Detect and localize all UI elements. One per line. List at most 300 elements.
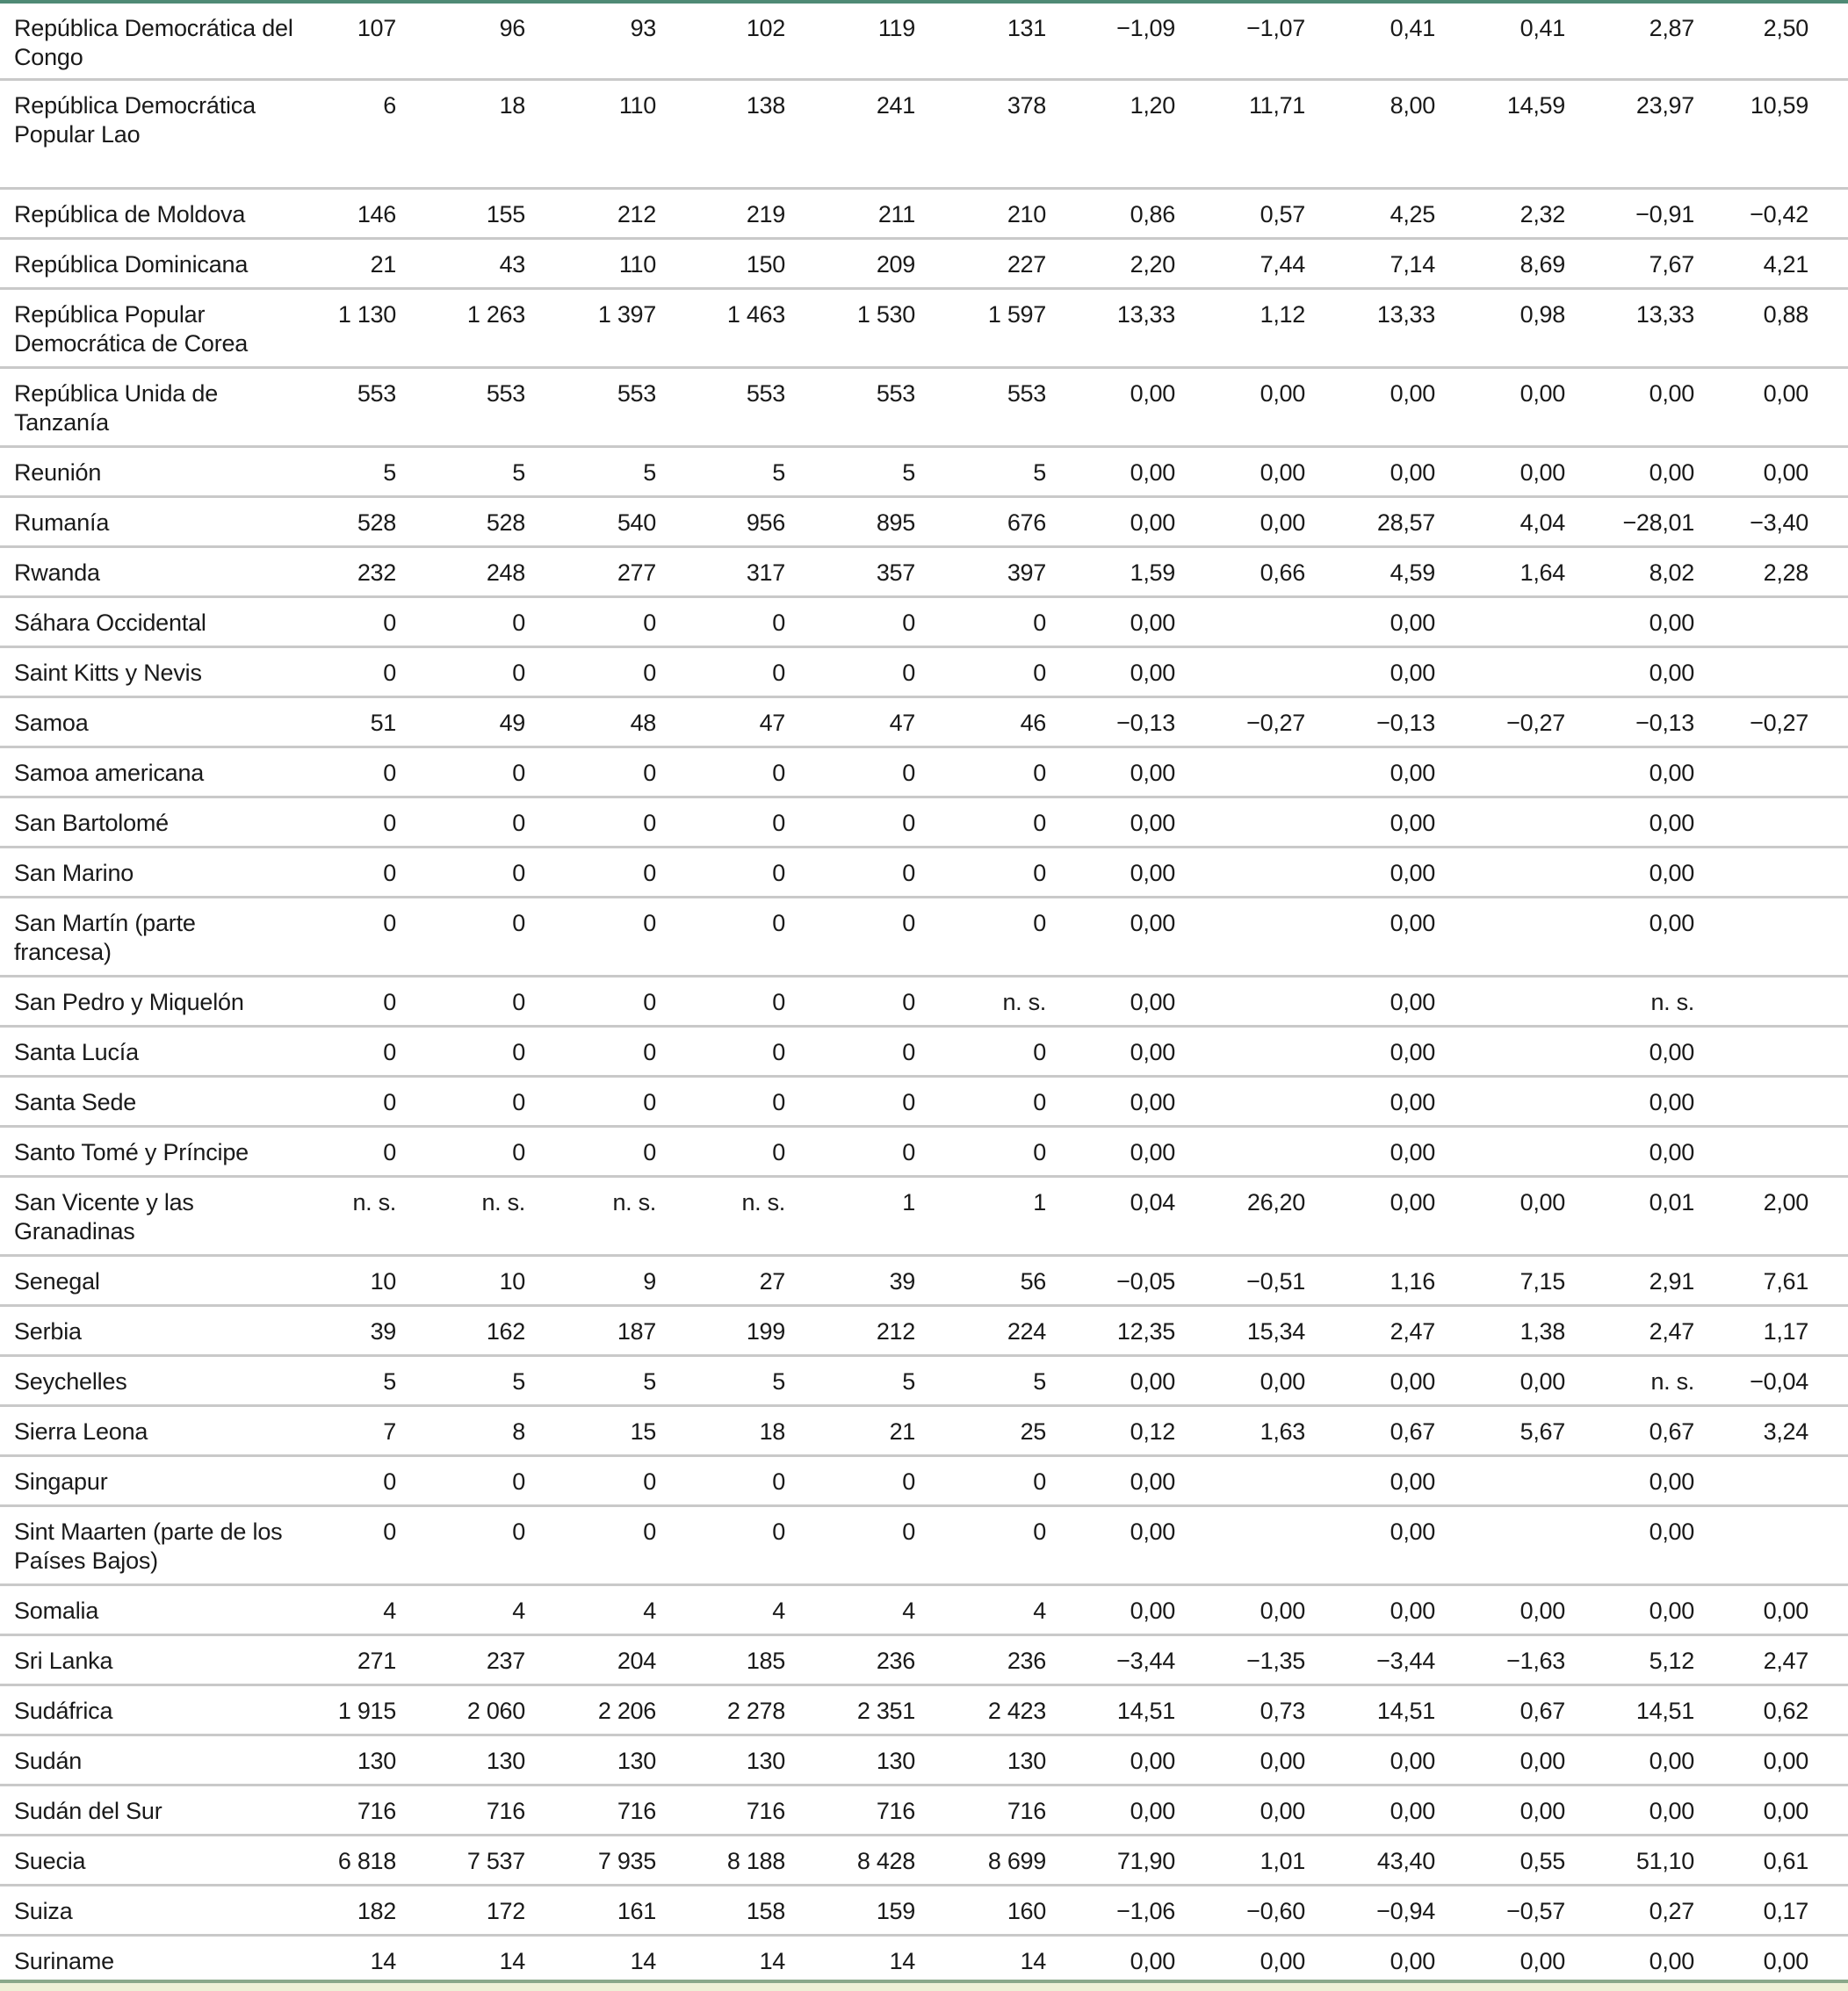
- value-cell: 0: [902, 760, 915, 786]
- country-name: República de Moldova: [14, 201, 246, 227]
- country-name: Samoa americana: [14, 760, 205, 786]
- value-cell: 0: [1033, 760, 1046, 786]
- value-cell: 0,00: [1763, 1948, 1808, 1974]
- value-cell: 0,00: [1130, 860, 1175, 886]
- value-cell: 0,00: [1520, 1948, 1565, 1974]
- value-cell: 0,12: [1130, 1418, 1175, 1445]
- value-cell: 4,59: [1390, 559, 1435, 586]
- value-cell: −1,63: [1506, 1648, 1565, 1674]
- value-cell: 553: [1007, 380, 1046, 407]
- value-cell: 0,00: [1649, 1798, 1694, 1824]
- value-cell: 2 351: [856, 1698, 915, 1724]
- value-cell: 43,40: [1376, 1848, 1435, 1874]
- value-cell: 0,00: [1260, 1368, 1305, 1395]
- value-cell: 0,57: [1260, 201, 1305, 227]
- value-cell: 119: [877, 15, 915, 41]
- table-row: [0, 1178, 1848, 1257]
- value-cell: 676: [1007, 509, 1046, 536]
- value-cell: 237: [486, 1648, 525, 1674]
- country-name: Sierra Leona: [14, 1418, 148, 1445]
- value-cell: 130: [1007, 1748, 1046, 1774]
- value-cell: 14: [889, 1948, 915, 1974]
- value-cell: 0,00: [1390, 1368, 1435, 1395]
- value-cell: 227: [1007, 251, 1046, 278]
- value-cell: 7 935: [597, 1848, 656, 1874]
- value-cell: 130: [617, 1748, 656, 1774]
- country-name: Seychelles: [14, 1368, 127, 1395]
- value-cell: 0: [512, 1039, 525, 1065]
- value-cell: 0: [643, 1089, 656, 1115]
- value-cell: 4,21: [1763, 251, 1808, 278]
- value-cell: 0: [1033, 1518, 1046, 1545]
- table-row: [0, 977, 1848, 1028]
- value-cell: 160: [1007, 1898, 1046, 1924]
- value-cell: n. s.: [1650, 1368, 1694, 1395]
- value-cell: −1,07: [1246, 15, 1305, 41]
- value-cell: 0: [383, 860, 396, 886]
- value-cell: 0,00: [1390, 760, 1435, 786]
- value-cell: 0,00: [1649, 860, 1694, 886]
- value-cell: 9: [643, 1268, 656, 1295]
- country-name: Reunión: [14, 459, 102, 486]
- value-cell: 14,51: [1635, 1698, 1694, 1724]
- value-cell: 0: [902, 1518, 915, 1545]
- country-name: Senegal: [14, 1268, 100, 1295]
- value-cell: 1,63: [1260, 1418, 1305, 1445]
- value-cell: 14: [630, 1948, 656, 1974]
- value-cell: 1,38: [1520, 1318, 1565, 1345]
- value-cell: 150: [746, 251, 785, 278]
- value-cell: 212: [617, 201, 656, 227]
- value-cell: 0,00: [1130, 1089, 1175, 1115]
- value-cell: 0,00: [1260, 1598, 1305, 1624]
- value-cell: 199: [746, 1318, 785, 1345]
- value-cell: −0,13: [1376, 710, 1435, 736]
- value-cell: 2,47: [1390, 1318, 1435, 1345]
- value-cell: 2,00: [1763, 1189, 1808, 1216]
- value-cell: 2,28: [1763, 559, 1808, 586]
- value-cell: 357: [876, 559, 915, 586]
- country-name: Santa Lucía: [14, 1039, 139, 1065]
- value-cell: 716: [1007, 1798, 1046, 1824]
- value-cell: 0: [383, 1468, 396, 1495]
- value-cell: 21: [370, 251, 396, 278]
- value-cell: 10: [499, 1268, 525, 1295]
- country-name: Sint Maarten (parte de los Países Bajos): [14, 1518, 283, 1574]
- value-cell: 2,50: [1763, 15, 1808, 41]
- value-cell: 0,00: [1130, 810, 1175, 836]
- value-cell: 0: [643, 610, 656, 636]
- value-cell: 138: [746, 92, 785, 119]
- value-cell: 0,98: [1520, 301, 1565, 328]
- value-cell: 8 699: [987, 1848, 1046, 1874]
- value-cell: 6 818: [337, 1848, 396, 1874]
- value-cell: −1,09: [1116, 15, 1175, 41]
- value-cell: 0: [772, 989, 785, 1015]
- table-row: [0, 698, 1848, 748]
- value-cell: −0,05: [1116, 1268, 1175, 1295]
- country-name: Suiza: [14, 1898, 73, 1924]
- value-cell: 540: [617, 509, 656, 536]
- value-cell: 0,00: [1130, 610, 1175, 636]
- value-cell: 0,00: [1390, 610, 1435, 636]
- value-cell: 219: [746, 201, 785, 227]
- value-cell: 0,55: [1520, 1848, 1565, 1874]
- table-row: [0, 798, 1848, 848]
- value-cell: 277: [617, 559, 656, 586]
- country-name: Saint Kitts y Nevis: [14, 660, 202, 686]
- value-cell: 0: [1033, 1089, 1046, 1115]
- value-cell: −0,42: [1750, 201, 1808, 227]
- value-cell: 0,00: [1520, 1798, 1565, 1824]
- value-cell: 0,00: [1390, 1089, 1435, 1115]
- value-cell: 146: [357, 201, 396, 227]
- value-cell: 49: [499, 710, 525, 736]
- country-name: San Pedro y Miquelón: [14, 989, 244, 1015]
- value-cell: 13,33: [1116, 301, 1175, 328]
- value-cell: 5: [1033, 1368, 1046, 1395]
- value-cell: −0,13: [1116, 710, 1175, 736]
- value-cell: 0,00: [1649, 910, 1694, 936]
- value-cell: 47: [759, 710, 785, 736]
- value-cell: 96: [499, 15, 525, 41]
- value-cell: 0,61: [1763, 1848, 1808, 1874]
- value-cell: 0,00: [1520, 1368, 1565, 1395]
- value-cell: n. s.: [741, 1189, 785, 1216]
- value-cell: 0: [643, 760, 656, 786]
- value-cell: 0: [512, 810, 525, 836]
- value-cell: 2 423: [987, 1698, 1046, 1724]
- value-cell: 1: [902, 1189, 915, 1216]
- country-name: Santa Sede: [14, 1089, 137, 1115]
- value-cell: 51: [370, 710, 396, 736]
- value-cell: 0: [1033, 610, 1046, 636]
- value-cell: 5: [902, 459, 915, 486]
- value-cell: 0: [643, 1518, 656, 1545]
- value-cell: 0,00: [1130, 459, 1175, 486]
- value-cell: 0: [383, 760, 396, 786]
- value-cell: 10: [370, 1268, 396, 1295]
- table-row: [0, 1507, 1848, 1586]
- table-row: [0, 81, 1848, 190]
- value-cell: 5: [902, 1368, 915, 1395]
- value-cell: 155: [486, 201, 525, 227]
- country-name: Sudán: [14, 1748, 83, 1774]
- value-cell: 553: [876, 380, 915, 407]
- value-cell: 0,00: [1130, 1139, 1175, 1165]
- value-cell: 0: [772, 1468, 785, 1495]
- value-cell: 1,20: [1130, 92, 1175, 119]
- value-cell: 5: [772, 1368, 785, 1395]
- value-cell: 7: [383, 1418, 396, 1445]
- value-cell: 2,91: [1649, 1268, 1694, 1295]
- value-cell: 0: [512, 1139, 525, 1165]
- table-row: [0, 1457, 1848, 1507]
- value-cell: 0,00: [1390, 1189, 1435, 1216]
- value-cell: 0: [383, 810, 396, 836]
- value-cell: 14,51: [1376, 1698, 1435, 1724]
- value-cell: 8,00: [1390, 92, 1435, 119]
- value-cell: 0: [902, 1039, 915, 1065]
- value-cell: 1,01: [1260, 1848, 1305, 1874]
- value-cell: 187: [617, 1318, 656, 1345]
- value-cell: 0,00: [1260, 1798, 1305, 1824]
- value-cell: 0: [772, 660, 785, 686]
- value-cell: 0: [512, 1468, 525, 1495]
- country-name: San Vicente y las Granadinas: [14, 1189, 194, 1244]
- value-cell: 0: [902, 1139, 915, 1165]
- value-cell: 317: [746, 559, 785, 586]
- table-row: [0, 1078, 1848, 1128]
- value-cell: 553: [486, 380, 525, 407]
- country-name: San Bartolomé: [14, 810, 169, 836]
- country-name: República Dominicana: [14, 251, 249, 278]
- value-cell: 0,00: [1130, 1368, 1175, 1395]
- value-cell: 27: [759, 1268, 785, 1295]
- value-cell: 0: [1033, 860, 1046, 886]
- country-name: República Popular Democrática de Corea: [14, 301, 249, 357]
- value-cell: 7,44: [1260, 251, 1305, 278]
- value-cell: 0: [383, 989, 396, 1015]
- value-cell: 21: [889, 1418, 915, 1445]
- table-row: [0, 1357, 1848, 1407]
- value-cell: 0,73: [1260, 1698, 1305, 1724]
- value-cell: 716: [357, 1798, 396, 1824]
- value-cell: 0: [772, 610, 785, 636]
- value-cell: 2 206: [597, 1698, 656, 1724]
- value-cell: 0: [512, 660, 525, 686]
- value-cell: 7,67: [1649, 251, 1694, 278]
- value-cell: 0: [902, 810, 915, 836]
- value-cell: 7,14: [1390, 251, 1435, 278]
- value-cell: 5: [643, 1368, 656, 1395]
- value-cell: 0,00: [1649, 1089, 1694, 1115]
- value-cell: 7 537: [466, 1848, 525, 1874]
- value-cell: 1 597: [987, 301, 1046, 328]
- value-cell: 4: [512, 1598, 525, 1624]
- value-cell: 182: [357, 1898, 396, 1924]
- value-cell: 0,00: [1649, 1948, 1694, 1974]
- value-cell: 0,00: [1130, 660, 1175, 686]
- value-cell: 378: [1007, 92, 1046, 119]
- value-cell: 0: [383, 610, 396, 636]
- value-cell: 0,00: [1649, 1139, 1694, 1165]
- value-cell: 0,00: [1520, 1189, 1565, 1216]
- table-row: [0, 1257, 1848, 1307]
- value-cell: 895: [876, 509, 915, 536]
- value-cell: 0,00: [1649, 380, 1694, 407]
- country-name: San Marino: [14, 860, 134, 886]
- value-cell: 553: [746, 380, 785, 407]
- value-cell: 48: [630, 710, 656, 736]
- value-cell: 0,00: [1763, 1798, 1808, 1824]
- value-cell: 0,00: [1763, 459, 1808, 486]
- value-cell: 14: [370, 1948, 396, 1974]
- value-cell: 130: [876, 1748, 915, 1774]
- value-cell: 13,33: [1635, 301, 1694, 328]
- table-row: [0, 190, 1848, 240]
- value-cell: n. s.: [1002, 989, 1046, 1015]
- value-cell: 8 188: [726, 1848, 785, 1874]
- country-name: Sudán del Sur: [14, 1798, 162, 1824]
- value-cell: 110: [618, 92, 656, 119]
- country-name: Sudáfrica: [14, 1698, 113, 1724]
- value-cell: 4: [772, 1598, 785, 1624]
- value-cell: 1,17: [1763, 1318, 1808, 1345]
- value-cell: 0,00: [1130, 1518, 1175, 1545]
- value-cell: 0,00: [1763, 1598, 1808, 1624]
- value-cell: 1 397: [597, 301, 656, 328]
- value-cell: 15,34: [1246, 1318, 1305, 1345]
- value-cell: 0: [643, 660, 656, 686]
- value-cell: 5: [383, 1368, 396, 1395]
- value-cell: 18: [499, 92, 525, 119]
- value-cell: 14,51: [1116, 1698, 1175, 1724]
- value-cell: 716: [876, 1798, 915, 1824]
- value-cell: 0,00: [1390, 1139, 1435, 1165]
- table-row: [0, 598, 1848, 648]
- country-name: Suriname: [14, 1948, 114, 1974]
- country-name: San Martín (parte francesa): [14, 910, 196, 965]
- table-row: [0, 1586, 1848, 1636]
- value-cell: 39: [889, 1268, 915, 1295]
- value-cell: 0: [383, 1039, 396, 1065]
- value-cell: 241: [876, 92, 915, 119]
- value-cell: 28,57: [1376, 509, 1435, 536]
- value-cell: 1 130: [337, 301, 396, 328]
- value-cell: 0,00: [1390, 1468, 1435, 1495]
- value-cell: 0,00: [1130, 380, 1175, 407]
- value-cell: 528: [486, 509, 525, 536]
- value-cell: 0: [643, 860, 656, 886]
- value-cell: 14: [499, 1948, 525, 1974]
- value-cell: −0,27: [1246, 710, 1305, 736]
- value-cell: 130: [746, 1748, 785, 1774]
- value-cell: 0,00: [1390, 810, 1435, 836]
- value-cell: 0,67: [1649, 1418, 1694, 1445]
- value-cell: 5: [643, 459, 656, 486]
- value-cell: 212: [876, 1318, 915, 1345]
- value-cell: 7,15: [1520, 1268, 1565, 1295]
- value-cell: 0,00: [1390, 380, 1435, 407]
- country-name: Rumanía: [14, 509, 110, 536]
- value-cell: 0,62: [1763, 1698, 1808, 1724]
- value-cell: 0,00: [1763, 1748, 1808, 1774]
- table-row: [0, 1836, 1848, 1886]
- value-cell: 0,00: [1649, 459, 1694, 486]
- table-row: [0, 1307, 1848, 1357]
- value-cell: −3,40: [1750, 509, 1808, 536]
- value-cell: 0,00: [1520, 1598, 1565, 1624]
- value-cell: −0,51: [1246, 1268, 1305, 1295]
- value-cell: 0: [383, 1518, 396, 1545]
- table-footer-band: [0, 1983, 1848, 1991]
- value-cell: 8,69: [1520, 251, 1565, 278]
- value-cell: 5: [512, 1368, 525, 1395]
- table-row: [0, 1028, 1848, 1078]
- value-cell: 13,33: [1376, 301, 1435, 328]
- value-cell: 0,00: [1390, 459, 1435, 486]
- value-cell: 2,32: [1520, 201, 1565, 227]
- value-cell: 161: [617, 1898, 656, 1924]
- table-row: [0, 1786, 1848, 1836]
- value-cell: n. s.: [481, 1189, 525, 1216]
- value-cell: 1,59: [1130, 559, 1175, 586]
- value-cell: 0: [643, 1139, 656, 1165]
- value-cell: 0: [383, 660, 396, 686]
- table-row: [0, 898, 1848, 977]
- value-cell: 51,10: [1635, 1848, 1694, 1874]
- value-cell: 5: [383, 459, 396, 486]
- value-cell: 1: [1033, 1189, 1046, 1216]
- value-cell: 0: [383, 910, 396, 936]
- value-cell: 1 463: [726, 301, 785, 328]
- value-cell: 0,00: [1649, 810, 1694, 836]
- value-cell: 0,00: [1390, 1948, 1435, 1974]
- table-row: [0, 1886, 1848, 1937]
- value-cell: 0,00: [1130, 1598, 1175, 1624]
- value-cell: 162: [486, 1318, 525, 1345]
- value-cell: −1,06: [1116, 1898, 1175, 1924]
- value-cell: 0,86: [1130, 201, 1175, 227]
- value-cell: 0,00: [1520, 459, 1565, 486]
- value-cell: 1 263: [466, 301, 525, 328]
- value-cell: 130: [357, 1748, 396, 1774]
- value-cell: −1,35: [1246, 1648, 1305, 1674]
- value-cell: 2,47: [1649, 1318, 1694, 1345]
- value-cell: 5: [1033, 459, 1046, 486]
- value-cell: −0,57: [1506, 1898, 1565, 1924]
- value-cell: 0: [643, 810, 656, 836]
- value-cell: 0: [643, 910, 656, 936]
- table-row: [0, 240, 1848, 290]
- value-cell: 0: [1033, 1468, 1046, 1495]
- value-cell: 0: [902, 1468, 915, 1495]
- country-name: Samoa: [14, 710, 89, 736]
- country-name: Sri Lanka: [14, 1648, 113, 1674]
- value-cell: 1,64: [1520, 559, 1565, 586]
- value-cell: 210: [1007, 201, 1046, 227]
- value-cell: 0,27: [1649, 1898, 1694, 1924]
- value-cell: 0: [772, 810, 785, 836]
- value-cell: 15: [630, 1418, 656, 1445]
- table-row: [0, 498, 1848, 548]
- value-cell: 11,71: [1248, 92, 1305, 119]
- table-row: [0, 1736, 1848, 1786]
- value-cell: 0,00: [1649, 1598, 1694, 1624]
- country-name: Singapur: [14, 1468, 108, 1495]
- country-name: Somalia: [14, 1598, 99, 1624]
- value-cell: 47: [889, 710, 915, 736]
- value-cell: 4,25: [1390, 201, 1435, 227]
- value-cell: 0,00: [1649, 610, 1694, 636]
- value-cell: 716: [746, 1798, 785, 1824]
- value-cell: 93: [630, 15, 656, 41]
- value-cell: 8,02: [1649, 559, 1694, 586]
- value-cell: −3,44: [1116, 1648, 1175, 1674]
- value-cell: 0: [512, 989, 525, 1015]
- value-cell: 224: [1007, 1318, 1046, 1345]
- value-cell: 6: [383, 92, 396, 119]
- value-cell: 956: [746, 509, 785, 536]
- value-cell: 0,00: [1390, 989, 1435, 1015]
- value-cell: 0,01: [1649, 1189, 1694, 1216]
- value-cell: 0,67: [1520, 1698, 1565, 1724]
- value-cell: 0,00: [1130, 910, 1175, 936]
- value-cell: 0,00: [1390, 1598, 1435, 1624]
- country-name: Sáhara Occidental: [14, 610, 206, 636]
- country-name: Serbia: [14, 1318, 82, 1345]
